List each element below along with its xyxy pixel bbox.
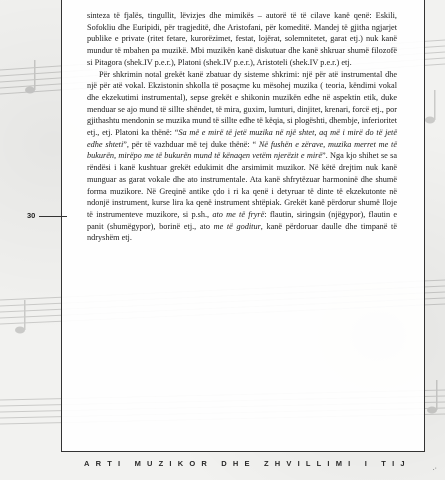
- italic-quote: me të goditur: [213, 221, 261, 231]
- paragraph-1: [87, 10, 397, 69]
- italic-quote: Sa më e mirë të jetë muzika në një shtet, aq më i mirë do të jetë edhe shteti: [87, 128, 398, 149]
- text-run: ”. Nga kjo shihet se sa rëndësi i kanë kushtuar grekët edukimit dhe arsimimit muzikor. Në këtë drejtim nuk kanë munguar as garat vokale dhe ato instrumentale. Ata kanë shfrytëzuar harmoninë dhe shumë forma muzikore. Në Greqinë antike çdo i ri ka qenë i detyruar të dinte të ekzekutonte në ndonjë instrument, kurse lira ka qenë instrument shtëpiak. Grekët kanë përdorur shumë lloje të instrumenteve muzikore, si p.sh.,: [87, 151, 397, 219]
- corner-mark: .·: [432, 465, 437, 472]
- page-number: 30: [27, 211, 36, 220]
- italic-quote: Në fushën e zërave, muzika merret me të bukurën, mirëpo me të bukurën mund të kënaqen vetëm njerëzit e mirë: [87, 139, 397, 161]
- running-footer: ARTI MUZIKOR DHE ZHVILLIMI I TIJ: [84, 459, 411, 468]
- page-number-rule: [39, 216, 67, 217]
- italic-quote: ato me të fryrë: [212, 209, 265, 219]
- body-text: [87, 10, 397, 244]
- paragraph-2: [87, 69, 397, 245]
- text-run: sinteza të fjalës, tingullit, lëvizjes dhe mimikës – autorë të të cilave kanë qenë: Eskili, Sofokliu dhe Euripidi, për tragjeditë, dhe Aristofani, për komeditë. Mandej të gjitha ngjarjet publike e private (ritet fetare, kurorëzimet, festat, lojërat, solemnitetet, garat etj.) nuk kanë mundur të mbahen pa muzikë. Mbi muzikën kanë diskutuar dhe kanë shkruar shumë filozofë si Pitagora (shek.IV p.e.r.), Platoni (shek.IV p.e.r.), Aristoteli (shek.IV p.e.r.) etj.: [87, 11, 397, 67]
- text-run: ”, për të vazhduar më tej duke thënë: “: [123, 139, 259, 149]
- text-run: Për shkrimin notal grekët kanë zbatuar dy sisteme shkrimi: një për atë instrumental dhe një për atë vokal. Ekzistonin shkolla të posaçme ku mësohej muzika ( teoria, këndimi vokal dhe ekzekutimi instrumental), sepse grekët e shikonin muzikën edhe në aspektin etik, duke menduar se ajo mund të sillte shëndet, të mira, guxim, lumturi, dinjitet, krenari, forcë etj., por gjithashtu mendonin se muzika mund të sillte edhe të këqia, si plogështi, dhembje, inferioritet etj., etj. Platoni ka thënë: “: [87, 69, 397, 138]
- text-run: : flautin, siringsin (njëgypor), flautin e panit (shumëgypor), borinë etj., ato: [87, 209, 398, 231]
- text-run: , kanë përdoruar daulle dhe timpanë të ndryshëm etj.: [87, 221, 397, 243]
